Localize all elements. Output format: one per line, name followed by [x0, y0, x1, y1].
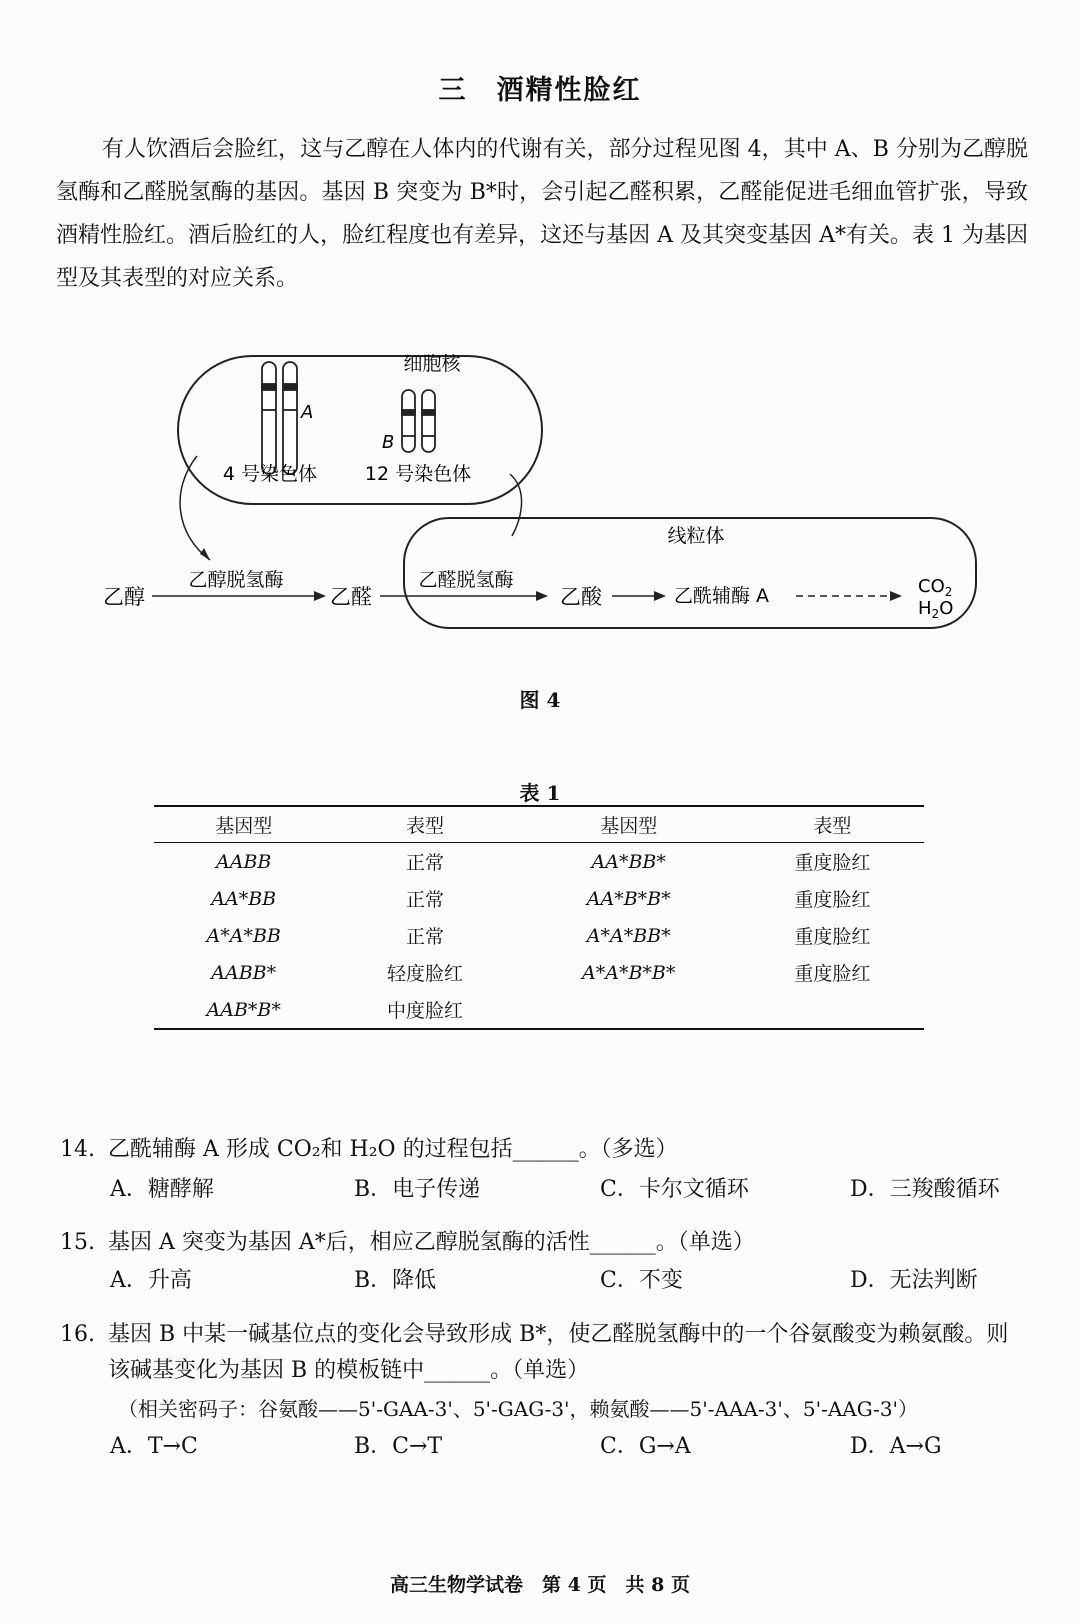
question-text: 基因 B 中某一碱基位点的变化会导致形成 B*，使乙醛脱氢酶中的一个谷氨酸变为赖氨酸。则该碱基变化为基因 B 的模板链中______。（单选）	[108, 1322, 1009, 1383]
phenotype-cell: 重度脸红	[794, 889, 871, 911]
option-b[interactable]: B．C→T	[354, 1434, 443, 1459]
genotype-cell	[517, 991, 741, 1029]
genotype-cell: AAB*B*	[206, 998, 281, 1021]
genotype-phenotype-table	[154, 805, 924, 1030]
header-phenotype-1: 表型	[333, 806, 516, 843]
question-14	[0, 1132, 1080, 1212]
option-d[interactable]: D．无法判断	[850, 1268, 978, 1293]
codon-note: （相关密码子：谷氨酸——5'-GAA-3'、5'-GAG-3'，赖氨酸——5'-AAA-3'、5'-AAG-3'）	[118, 1397, 919, 1421]
option-a[interactable]: A．糖酵解	[110, 1177, 214, 1202]
option-d[interactable]: D．A→G	[850, 1434, 942, 1459]
intro-paragraph: 有人饮酒后会脸红，这与乙醇在人体内的代谢有关，部分过程见图 4，其中 A、B 分别为乙醇脱氢酶和乙醛脱氢酶的基因。基因 B 突变为 B*时，会引起乙醛积累，乙醛能促进毛细血管扩张，导致酒精性脸红。酒后脸红的人，脸红程度也有差异，这还与基因 A 及其突变基因 A*有关。表 1 为基因型及其表型的对应关系。	[56, 137, 1028, 291]
ethanol-label: 乙醇	[103, 585, 145, 609]
section-title: 三 酒精性脸红	[438, 75, 642, 106]
option-a[interactable]: A．T→C	[110, 1434, 198, 1459]
table-row	[154, 843, 924, 881]
header-genotype-2: 基因型	[517, 806, 741, 843]
option-c[interactable]: C．不变	[600, 1268, 683, 1293]
option-b[interactable]: B．电子传递	[354, 1177, 481, 1202]
figure-4-diagram	[0, 340, 1080, 670]
genotype-cell: A*A*B*B*	[582, 961, 676, 984]
table-row	[154, 880, 924, 917]
phenotype-cell: 正常	[406, 926, 445, 948]
co2-label: $CO_2$	[918, 576, 953, 599]
genotype-cell: AA*BB	[211, 887, 277, 910]
phenotype-cell: 重度脸红	[794, 963, 871, 985]
chromosome-4-pair	[262, 362, 297, 474]
question-text: 基因 A 突变为基因 A*后，相应乙醇脱氢酶的活性______。（单选）	[108, 1230, 755, 1255]
question-16	[0, 1317, 1080, 1477]
aldh-label: 乙醛脱氢酶	[418, 569, 514, 591]
option-c[interactable]: C．卡尔文循环	[600, 1177, 749, 1202]
adh-label: 乙醇脱氢酶	[188, 569, 284, 591]
question-number: 15.	[60, 1230, 95, 1255]
phenotype-cell: 中度脸红	[387, 1000, 464, 1022]
acetyl-coa-label: 乙酰辅酶 A	[674, 585, 770, 607]
page-footer: 高三生物学试卷 第 4 页 共 8 页	[390, 1574, 690, 1596]
question-number: 14.	[60, 1137, 95, 1162]
nucleus-label: 细胞核	[403, 353, 461, 375]
phenotype-cell: 正常	[406, 852, 445, 874]
figure-caption: 图 4	[519, 688, 561, 712]
question-number: 16.	[60, 1322, 95, 1347]
mitochondrion-label: 线粒体	[667, 525, 725, 547]
question-15	[0, 1225, 1080, 1305]
chromosome-12-label: 12 号染色体	[364, 463, 472, 485]
table-caption: 表 1	[519, 781, 561, 805]
chromosome-12-pair	[402, 390, 435, 452]
adh-expression-arrow	[180, 456, 210, 560]
phenotype-cell: 轻度脸红	[387, 963, 464, 985]
table-row	[154, 917, 924, 954]
genotype-cell: A*A*BB*	[586, 924, 671, 947]
phenotype-cell	[741, 991, 924, 1029]
genotype-cell: AABB*	[211, 961, 277, 984]
acetaldehyde-label: 乙醛	[330, 585, 372, 609]
question-text: 乙酰辅酶 A 形成 CO₂和 H₂O 的过程包括______。（多选）	[108, 1137, 678, 1162]
option-d[interactable]: D．三羧酸循环	[850, 1177, 1000, 1202]
chromosome-4-label: 4 号染色体	[222, 463, 318, 485]
table-row	[154, 954, 924, 991]
header-phenotype-2: 表型	[741, 806, 924, 843]
option-b[interactable]: B．降低	[354, 1268, 437, 1293]
phenotype-cell: 重度脸红	[794, 926, 871, 948]
h2o-label: $H_2O$	[918, 598, 954, 621]
option-c[interactable]: C．G→A	[600, 1434, 691, 1459]
phenotype-cell: 正常	[406, 889, 445, 911]
header-genotype-1: 基因型	[154, 806, 333, 843]
phenotype-cell: 重度脸红	[794, 852, 871, 874]
genotype-cell: AA*B*B*	[586, 887, 671, 910]
option-a[interactable]: A．升高	[110, 1268, 192, 1293]
genotype-cell: AA*BB*	[591, 850, 666, 873]
gene-a-label: A	[301, 402, 314, 423]
acetic-acid-label: 乙酸	[560, 585, 602, 609]
table-row	[154, 991, 924, 1029]
gene-b-label: B	[382, 432, 395, 453]
genotype-cell: AABB	[216, 850, 272, 873]
table-header-row	[154, 806, 924, 843]
genotype-cell: A*A*BB	[206, 924, 281, 947]
